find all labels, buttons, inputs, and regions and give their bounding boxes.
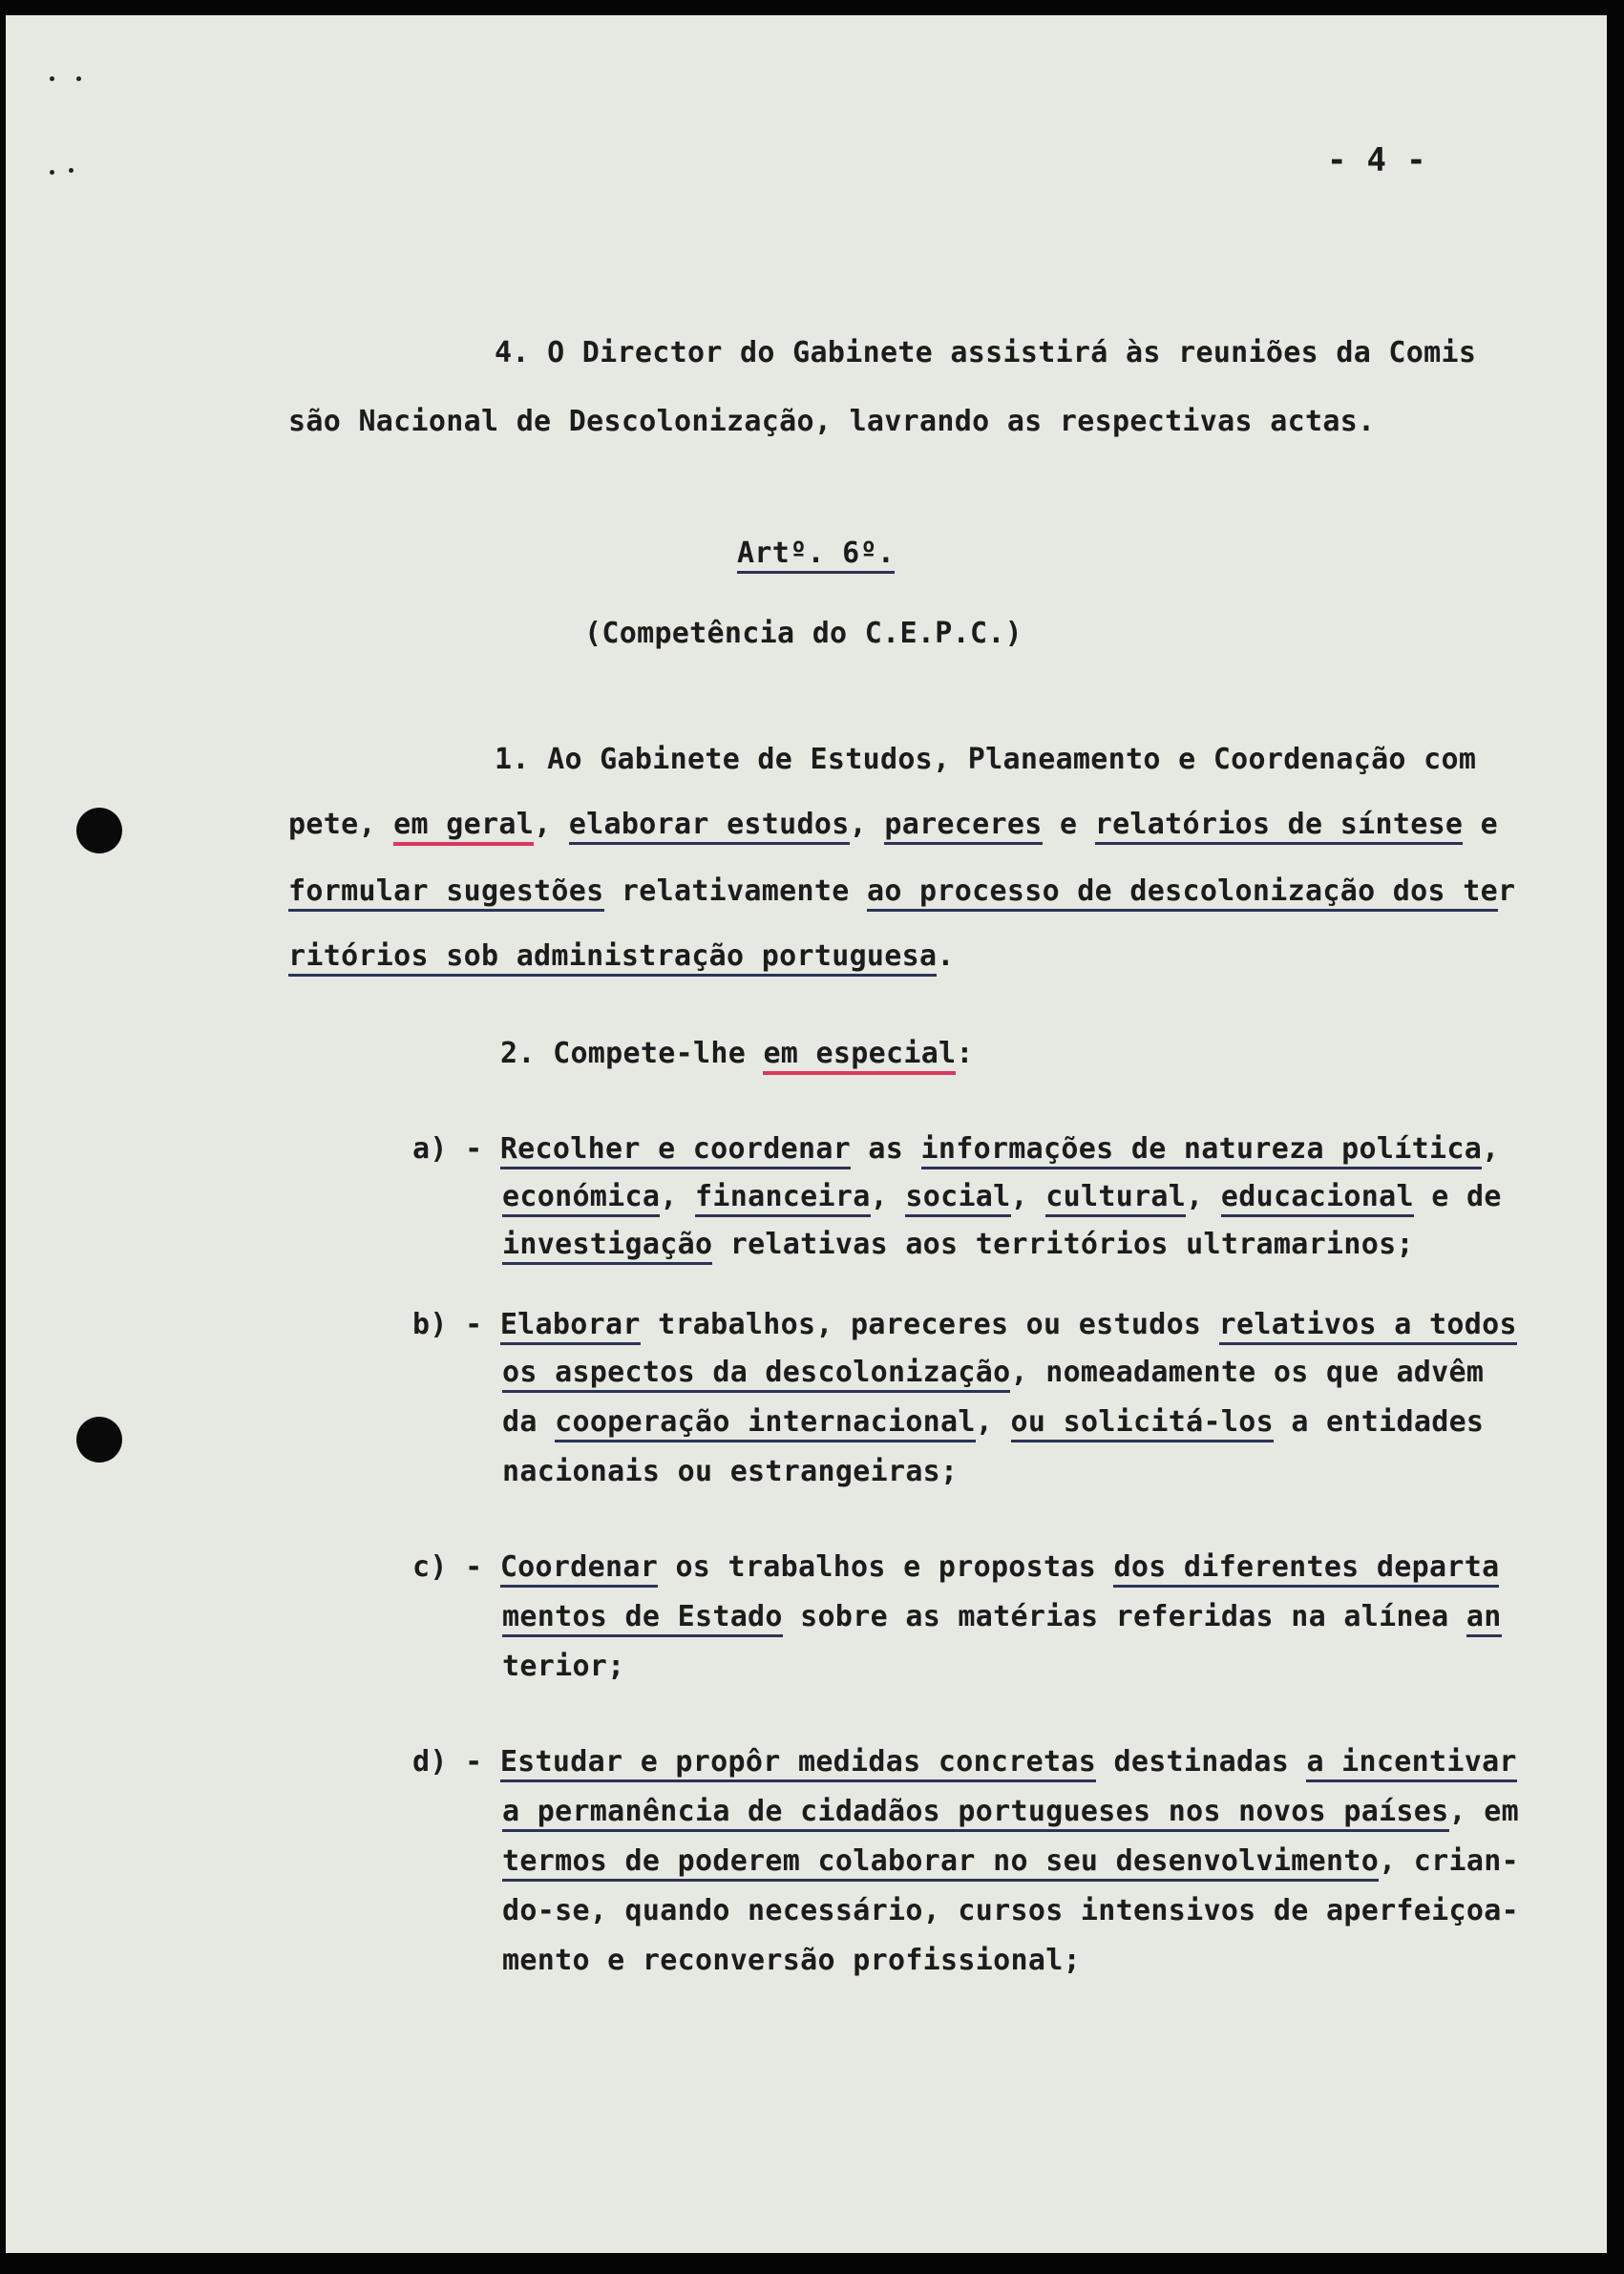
text-fragment: , <box>1010 1180 1046 1213</box>
underlined-phrase: elaborar estudos <box>569 808 850 845</box>
article-heading <box>737 537 895 570</box>
item-d-line-3 <box>502 1844 1519 1878</box>
item-b-line-3 <box>502 1405 1484 1439</box>
underlined-phrase: an <box>1466 1600 1502 1637</box>
highlighted-phrase: em geral <box>393 808 534 846</box>
scan-border-bottom <box>0 2253 1624 2274</box>
paragraph-1-line-2 <box>288 808 1498 841</box>
text-fragment: . <box>937 939 955 973</box>
underlined-phrase: Elaborar <box>500 1308 641 1345</box>
underlined-phrase: financeira <box>695 1180 871 1217</box>
item-c-line-3: terior; <box>502 1650 625 1683</box>
page-number: - 4 - <box>1327 141 1426 179</box>
text-fragment: pete, <box>288 808 394 841</box>
paragraph-2 <box>500 1037 974 1070</box>
text-fragment: as <box>851 1132 921 1166</box>
scan-speck <box>50 170 54 175</box>
paragraph-4-line-1: 4. O Director do Gabinete assistirá às reuniões da Comis <box>495 336 1477 369</box>
underlined-phrase: relativos a todos <box>1219 1308 1517 1345</box>
text-fragment: , <box>1186 1180 1221 1213</box>
text-fragment: a entidades <box>1273 1405 1485 1439</box>
punch-hole-upper <box>76 808 122 853</box>
text-fragment: , <box>1482 1132 1500 1166</box>
underlined-phrase: económica <box>502 1180 660 1217</box>
text-fragment: r <box>1497 874 1516 908</box>
item-a-line-2 <box>502 1180 1502 1213</box>
underlined-phrase: educacional <box>1221 1180 1414 1217</box>
item-d-line-5: mento e reconversão profissional; <box>502 1944 1081 1977</box>
text-fragment: , nomeadamente os que advêm <box>1010 1356 1485 1389</box>
scan-speck <box>69 168 74 173</box>
text-fragment: destinadas <box>1096 1745 1307 1779</box>
text-fragment: , <box>534 808 569 841</box>
underlined-phrase: a permanência de cidadãos portugueses nos novos países <box>502 1795 1449 1832</box>
underlined-phrase: pareceres <box>884 808 1042 845</box>
paragraph-1-line-4 <box>288 939 955 973</box>
underlined-phrase: social <box>905 1180 1010 1217</box>
underlined-phrase: investigação <box>502 1228 712 1265</box>
item-b-line-1 <box>412 1308 1517 1341</box>
text-fragment: da <box>502 1405 556 1439</box>
text-fragment: , crian- <box>1379 1844 1519 1878</box>
text-fragment: b) - <box>412 1308 500 1341</box>
item-a-line-1 <box>412 1132 1499 1166</box>
underlined-phrase: ou solicitá-los <box>1011 1405 1274 1442</box>
text-fragment: e <box>1463 808 1499 841</box>
text-fragment: sobre as matérias referidas na alínea <box>782 1600 1466 1633</box>
underlined-phrase: os aspectos da descolonização <box>502 1356 1010 1393</box>
paragraph-1-line-3 <box>288 874 1515 908</box>
text-fragment: , <box>870 1180 906 1213</box>
underlined-phrase: dos diferentes departa <box>1113 1550 1499 1588</box>
item-b-line-2 <box>502 1356 1484 1389</box>
text-fragment: a) - <box>412 1132 500 1166</box>
text-fragment: , <box>849 808 885 841</box>
scan-border-left <box>0 0 6 2274</box>
scan-border-right <box>1607 0 1624 2274</box>
text-fragment: d) - <box>412 1745 500 1779</box>
text-fragment: relativas aos territórios ultramarinos; <box>712 1228 1414 1261</box>
punch-hole-lower <box>76 1417 122 1463</box>
item-b-line-4: nacionais ou estrangeiras; <box>502 1455 959 1488</box>
text-fragment: e de <box>1413 1180 1502 1213</box>
underlined-phrase: relatórios de síntese <box>1095 808 1464 845</box>
text-fragment: trabalhos, pareceres ou estudos <box>640 1308 1219 1341</box>
text-fragment: e <box>1042 808 1095 841</box>
item-d-line-1 <box>412 1745 1517 1779</box>
underlined-phrase: Recolher e coordenar <box>500 1132 851 1169</box>
scan-border-top <box>0 0 1624 15</box>
underlined-phrase: informações de natureza política <box>921 1132 1483 1169</box>
scan-speck <box>76 76 81 81</box>
item-d-line-4: do-se, quando necessário, cursos intensivos de aperfeiçoa- <box>502 1894 1519 1927</box>
underlined-phrase: cultural <box>1045 1180 1186 1217</box>
underlined-phrase: mentos de Estado <box>502 1600 783 1637</box>
item-c-line-1 <box>412 1550 1499 1584</box>
highlighted-phrase: em especial <box>763 1037 956 1075</box>
underlined-phrase: ritórios sob administração portuguesa <box>288 939 937 977</box>
scan-speck <box>50 76 54 81</box>
text-fragment: , em <box>1448 1795 1519 1828</box>
text-fragment: relativamente <box>603 874 867 908</box>
article-heading-text: Artº. 6º. <box>737 537 895 574</box>
text-fragment: : <box>956 1037 974 1070</box>
underlined-phrase: Coordenar <box>500 1550 658 1588</box>
item-d-line-2 <box>502 1795 1519 1828</box>
paragraph-4-line-2: são Nacional de Descolonização, lavrando as respectivas actas. <box>288 405 1376 438</box>
underlined-phrase: termos de poderem colaborar no seu desenvolvimento <box>502 1844 1379 1882</box>
paragraph-1-line-1: 1. Ao Gabinete de Estudos, Planeamento e Coordenação com <box>495 743 1477 776</box>
underlined-phrase: Estudar e propôr medidas concretas <box>500 1745 1096 1782</box>
item-a-line-3 <box>502 1228 1414 1261</box>
text-fragment: 2. Compete-lhe <box>500 1037 764 1070</box>
underlined-phrase: formular sugestões <box>288 874 604 912</box>
item-c-line-2 <box>502 1600 1502 1633</box>
underlined-phrase: cooperação internacional <box>555 1405 976 1442</box>
underlined-phrase: ao processo de descolonização dos te <box>867 874 1498 912</box>
underlined-phrase: a incentivar <box>1306 1745 1516 1782</box>
text-fragment: , <box>975 1405 1011 1439</box>
text-fragment: , <box>660 1180 695 1213</box>
text-fragment: os trabalhos e propostas <box>658 1550 1114 1584</box>
article-subtitle: (Competência do C.E.P.C.) <box>584 617 1023 650</box>
text-fragment: c) - <box>412 1550 500 1584</box>
